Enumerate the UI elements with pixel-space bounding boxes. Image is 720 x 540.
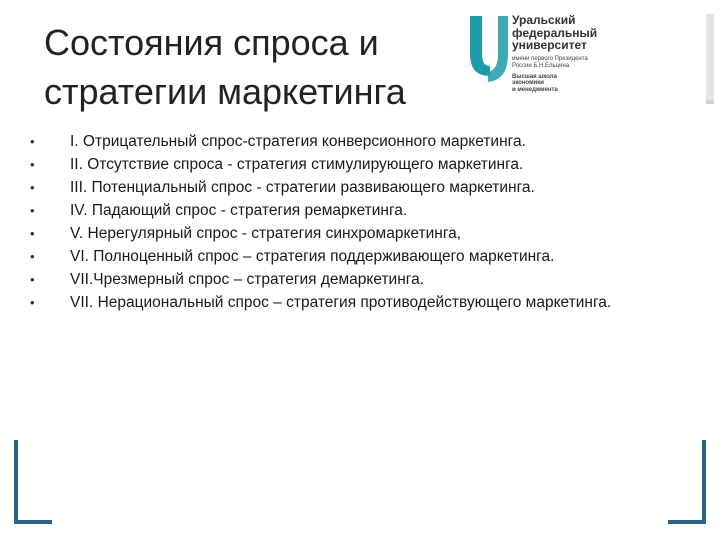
university-logo xyxy=(468,14,628,104)
list-item xyxy=(30,268,670,291)
decorative-side-bar-end xyxy=(706,100,714,104)
bullet-icon: • xyxy=(30,249,35,264)
list-item-text: IV. Падающий спрос - стратегия ремаркетинга. xyxy=(70,202,408,219)
logo-text xyxy=(512,14,632,93)
logo-university-name: Уральский федеральный университет xyxy=(512,13,598,52)
list-item xyxy=(30,199,670,222)
list-item xyxy=(30,222,670,245)
list-item-text: VII. Нерациональный спрос – стратегия противодействующего маркетинга. xyxy=(70,294,612,311)
list-item xyxy=(30,153,670,176)
list-item-text: VI. Полноценный спрос – стратегия поддерживающего маркетинга. xyxy=(70,248,555,265)
demand-strategy-list xyxy=(30,130,670,314)
list-item-text: I. Отрицательный спрос-стратегия конверсионного маркетинга. xyxy=(70,133,526,150)
slide-title: Состояния спроса и стратегии маркетинга xyxy=(44,22,406,112)
decorative-side-bar xyxy=(706,14,714,100)
corner-bracket-right-vertical xyxy=(702,440,706,524)
list-item xyxy=(30,176,670,199)
bullet-icon: • xyxy=(30,157,35,172)
list-item xyxy=(30,130,670,153)
list-item xyxy=(30,291,670,314)
bullet-icon: • xyxy=(30,180,35,195)
logo-school-name: Высшая школа экономики и менеджмента xyxy=(512,73,558,93)
list-item-text: III. Потенциальный спрос - стратегии развивающего маркетинга. xyxy=(70,179,535,196)
corner-bracket-left-horizontal xyxy=(14,520,52,524)
bullet-icon: • xyxy=(30,226,35,241)
urfu-logo-mark-icon xyxy=(468,14,510,86)
list-item xyxy=(30,245,670,268)
bullet-icon: • xyxy=(30,272,35,287)
corner-bracket-left-vertical xyxy=(14,440,18,524)
corner-bracket-right-horizontal xyxy=(668,520,706,524)
list-item-text: VII.Чрезмерный спрос – стратегия демаркетинга. xyxy=(70,271,425,288)
logo-university-subtitle: имени первого Президента России Б.Н.Ельцина xyxy=(512,55,588,69)
list-item-text: II. Отсутствие спроса - стратегия стимулирующего маркетинга. xyxy=(70,156,524,173)
list-item-text: V. Нерегулярный спрос - стратегия синхромаркетинга, xyxy=(70,225,462,242)
bullet-icon: • xyxy=(30,295,35,310)
bullet-icon: • xyxy=(30,203,35,218)
bullet-icon: • xyxy=(30,134,35,149)
